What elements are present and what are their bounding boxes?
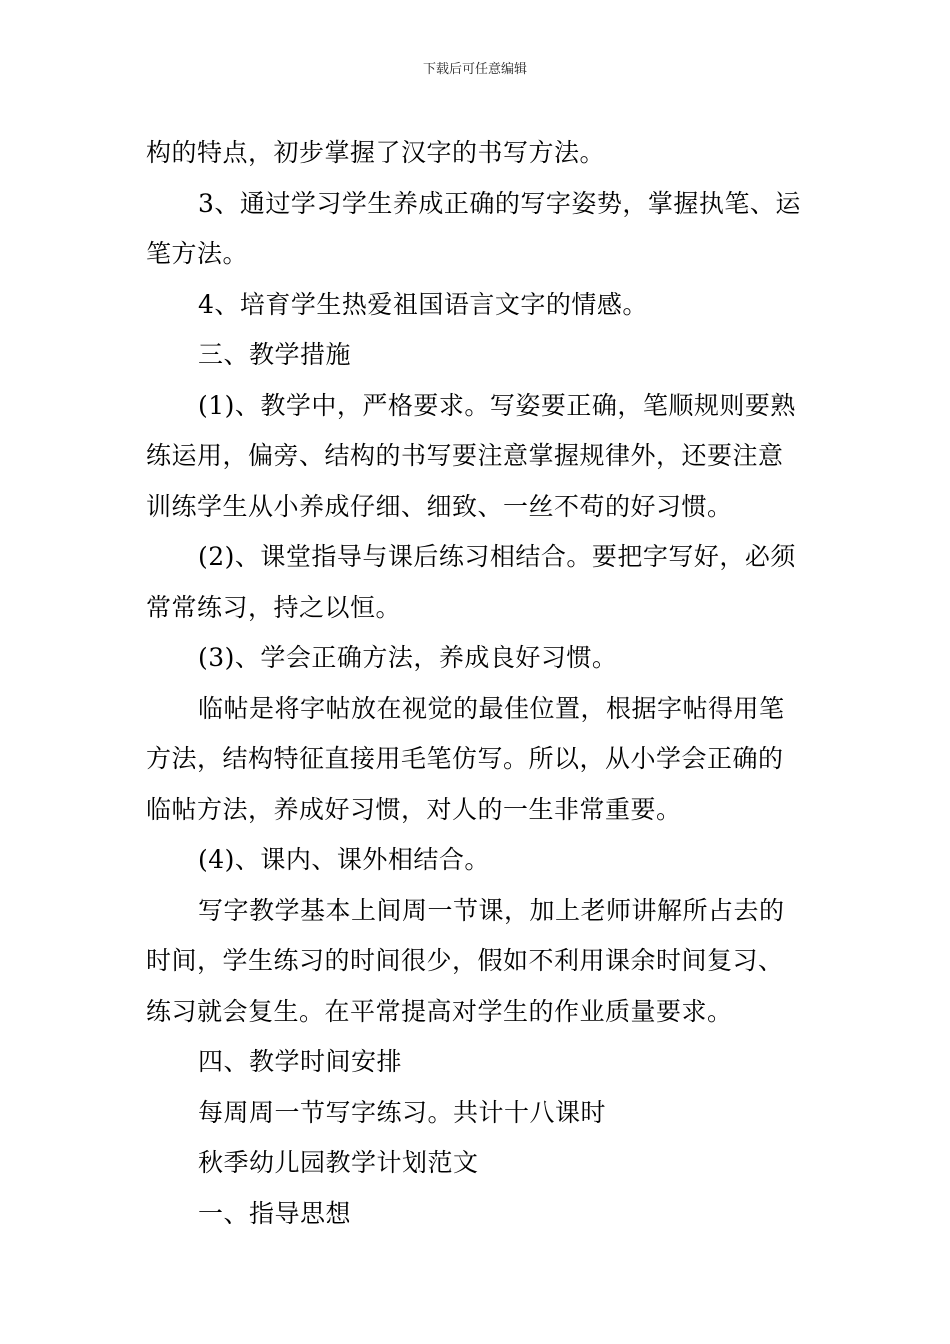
document-body xyxy=(146,128,808,1239)
text-line-16: 写字教学基本上间周一节课，加上老师讲解所占去的 xyxy=(198,895,785,925)
text-line-4: 4、培育学生热爱祖国语言文字的情感。 xyxy=(198,289,648,319)
text-line-3: 笔方法。 xyxy=(146,239,249,268)
text-line-11: (3)、学会正确方法，养成良好习惯。 xyxy=(198,643,618,672)
text-line-20: 每周周一节写字练习。共计十八课时 xyxy=(198,1097,607,1127)
section-heading-teaching-schedule: 四、教学时间安排 xyxy=(198,1047,403,1076)
text-line-13: 方法，结构特征直接用毛笔仿写。所以，从小学会正确的 xyxy=(146,744,784,773)
text-line-18: 练习就会复生。在平常提高对学生的作业质量要求。 xyxy=(146,996,733,1026)
text-line-14: 临帖方法，养成好习惯，对人的一生非常重要。 xyxy=(146,794,682,824)
document-title-autumn-plan: 秋季幼儿园教学计划范文 xyxy=(198,1148,479,1177)
text-line-10: 常常练习，持之以恒。 xyxy=(146,592,402,622)
text-line-9: (2)、课堂指导与课后练习相结合。要把字写好，必须 xyxy=(198,542,796,571)
text-line-1: 构的特点，初步掌握了汉字的书写方法。 xyxy=(146,138,606,167)
text-line-6: (1)、教学中，严格要求。写姿要正确，笔顺规则要熟 xyxy=(198,390,796,420)
text-line-8: 训练学生从小养成仔细、细致、一丝不苟的好习惯。 xyxy=(146,491,733,521)
text-line-15: (4)、课内、课外相结合。 xyxy=(198,845,490,874)
text-line-7: 练运用，偏旁、结构的书写要注意掌握规律外，还要注意 xyxy=(146,441,784,470)
section-heading-teaching-measures: 三、教学措施 xyxy=(198,340,352,369)
section-heading-guiding-ideology: 一、指导思想 xyxy=(198,1198,352,1228)
text-line-12: 临帖是将字帖放在视觉的最佳位置，根据字帖得用笔 xyxy=(198,693,785,723)
text-line-17: 时间，学生练习的时间很少，假如不利用课余时间复习、 xyxy=(146,946,784,975)
text-line-2: 3、通过学习学生养成正确的写字姿势，掌握执笔、运 xyxy=(198,188,801,218)
page-header: 下载后可任意编辑 xyxy=(422,62,527,77)
